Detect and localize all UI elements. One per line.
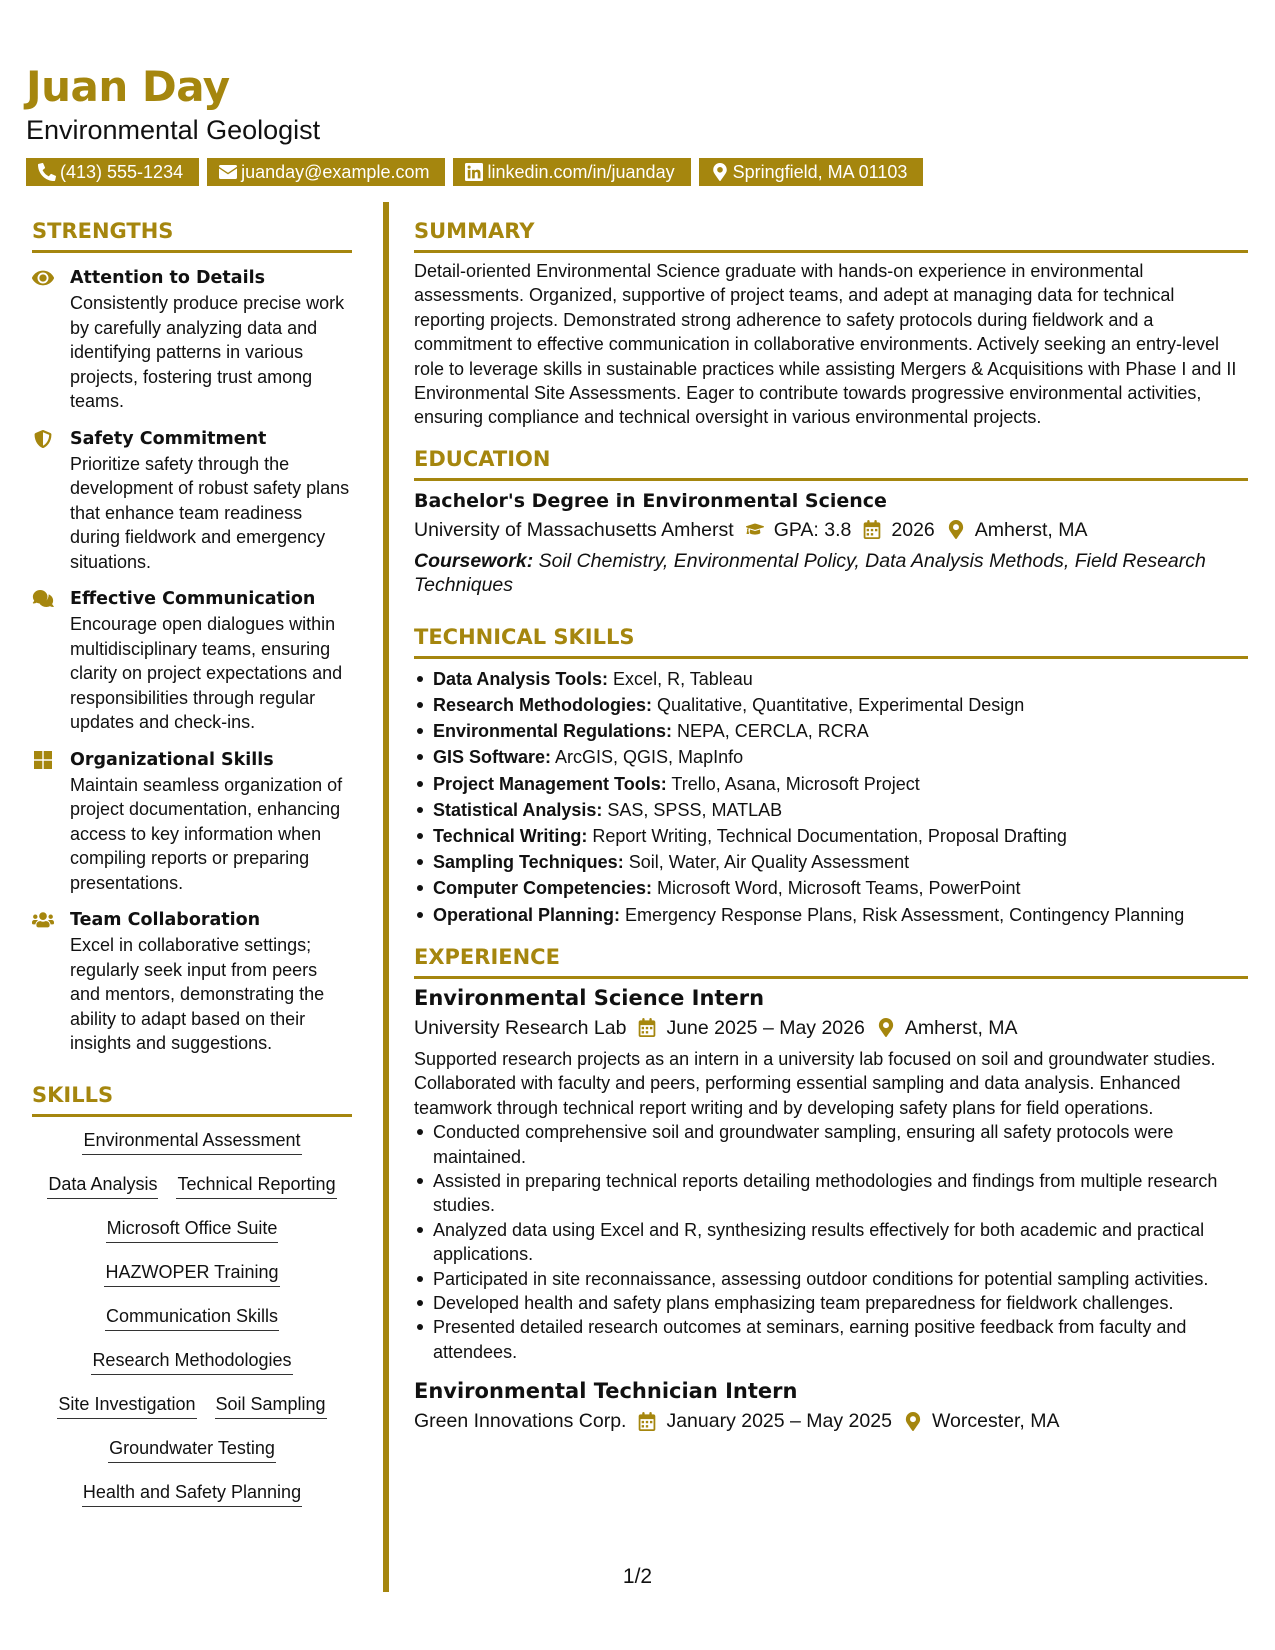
education-degree: Bachelor's Degree in Environmental Science <box>414 489 887 512</box>
job-summary: Supported research projects as an intern in a university lab focused on soil and groundwater studies. Collaborated with faculty and peers, performing essential sampling and data analysis. Enhanced teamwork through technical report writing and by developing safety plans for field operations. <box>414 1048 1216 1118</box>
list-item: Project Management Tools: Trello, Asana, Microsoft Project <box>414 771 1248 797</box>
skill-tag: Technical Reporting <box>176 1171 336 1199</box>
comments-icon <box>32 590 54 608</box>
contact-linkedin[interactable] <box>453 158 690 186</box>
resume-header <box>26 62 1246 186</box>
users-icon <box>32 911 54 929</box>
map-pin-icon <box>947 520 965 539</box>
grid-icon <box>32 751 54 769</box>
linkedin-icon <box>465 163 483 181</box>
strength-title: Organizational Skills <box>70 749 274 770</box>
skill-tag: Communication Skills <box>105 1303 279 1331</box>
job-title: Environmental Technician Intern <box>414 1379 798 1404</box>
job-title: Environmental Science Intern <box>414 985 765 1010</box>
coursework-label: Coursework: <box>414 549 534 572</box>
skills-list <box>32 1127 352 1523</box>
job-location: Worcester, MA <box>931 1410 1060 1433</box>
strength-desc: Consistently produce precise work by carefully analyzing data and identifying patterns in various projects, fostering trust among teams. <box>70 293 345 411</box>
summary-text: Detail-oriented Environmental Science graduate with hands-on experience in environmental assessments. Organized, supportive of project teams, and adept at managing data for technical reporting projects. Demonstrated strong adherence to safety protocols during fieldwork and a commitment to effective communication in collaborative environments. Actively seeking an entry-level role to leverage skills in sustainable practices while assisting Mergers & Acquisitions with Phase I and II Environmental Site Assessments. Eager to contribute towards progressive environmental activities, ensuring compliance and technical oversight in various environmental projects. <box>414 261 1237 428</box>
left-column <box>32 216 352 1523</box>
education-location: Amherst, MA <box>974 518 1088 541</box>
list-item: Assisted in preparing technical reports detailing methodologies and findings from multiple research studies. <box>414 1169 1248 1218</box>
job-dates: January 2025 – May 2025 <box>666 1410 892 1433</box>
strength-item <box>32 907 352 1056</box>
skill-tag: Health and Safety Planning <box>82 1479 302 1507</box>
job-entry <box>414 983 1248 1364</box>
calendar-icon <box>638 1018 656 1037</box>
list-item: Computer Competencies: Microsoft Word, Microsoft Teams, PowerPoint <box>414 875 1248 901</box>
strengths-heading: STRENGTHS <box>32 219 174 243</box>
education-rule <box>414 478 1248 481</box>
skills-rule <box>32 1114 352 1117</box>
job-bullets <box>414 1120 1248 1364</box>
strength-item <box>32 426 352 575</box>
list-item: Presented detailed research outcomes at seminars, earning positive feedback from faculty and attendees. <box>414 1315 1248 1364</box>
experience-rule <box>414 976 1248 979</box>
contact-location-text: Springfield, MA 01103 <box>732 162 908 182</box>
education-coursework <box>414 549 1248 598</box>
strength-title: Team Collaboration <box>70 910 261 930</box>
skill-tag: Microsoft Office Suite <box>106 1215 279 1243</box>
experience-heading: EXPERIENCE <box>414 944 560 969</box>
strength-desc: Maintain seamless organization of project documentation, enhancing access to key information when compiling reports or preparing presentations. <box>70 774 343 893</box>
job-location: Amherst, MA <box>904 1016 1018 1039</box>
technical-skills-rule <box>414 656 1248 659</box>
job-dates: June 2025 – May 2026 <box>666 1016 865 1039</box>
strength-desc: Prioritize safety through the development of robust safety plans that enhance team readiness during fieldwork and emergency situations. <box>70 453 350 572</box>
education-meta <box>414 515 1248 545</box>
phone-icon <box>38 163 56 181</box>
list-item: Participated in site reconnaissance, assessing outdoor conditions for potential sampling activities. <box>414 1267 1248 1291</box>
skills-heading: SKILLS <box>32 1082 114 1107</box>
job-entry <box>414 1376 1248 1436</box>
skill-tag: Soil Sampling <box>215 1391 327 1419</box>
strength-desc: Excel in collaborative settings; regularly seek input from peers and mentors, demonstrating the ability to adapt based on their insights and suggestions. <box>70 935 325 1053</box>
candidate-title: Environmental Geologist <box>26 115 321 145</box>
contact-phone-text: (413) 555-1234 <box>60 162 184 182</box>
list-item: Data Analysis Tools: Excel, R, Tableau <box>414 666 1248 692</box>
strength-title: Attention to Details <box>70 268 266 288</box>
list-item: Sampling Techniques: Soil, Water, Air Quality Assessment <box>414 849 1248 875</box>
contact-location[interactable] <box>699 158 924 186</box>
list-item: Analyzed data using Excel and R, synthesizing results effectively for both academic and practical applications. <box>414 1218 1248 1267</box>
strength-item <box>32 747 352 896</box>
calendar-icon <box>863 520 881 539</box>
technical-skills-list <box>414 666 1248 928</box>
contact-linkedin-text: linkedin.com/in/juanday <box>487 162 675 182</box>
job-company: Green Innovations Corp. <box>414 1410 627 1433</box>
list-item: Research Methodologies: Qualitative, Quantitative, Experimental Design <box>414 692 1248 718</box>
strengths-rule <box>32 250 352 253</box>
summary-rule <box>414 250 1248 253</box>
list-item: Environmental Regulations: NEPA, CERCLA, RCRA <box>414 718 1248 744</box>
contact-email[interactable] <box>207 158 445 186</box>
education-school: University of Massachusetts Amherst <box>414 518 734 541</box>
list-item: GIS Software: ArcGIS, QGIS, MapInfo <box>414 744 1248 770</box>
column-divider <box>383 202 389 1592</box>
technical-skills-heading: TECHNICAL SKILLS <box>414 624 635 649</box>
strength-title: Effective Communication <box>70 589 316 609</box>
right-column <box>414 216 1248 1436</box>
skill-tag: HAZWOPER Training <box>104 1259 279 1287</box>
strength-item <box>32 265 352 414</box>
list-item: Conducted comprehensive soil and groundwater sampling, ensuring all safety protocols were maintained. <box>414 1120 1248 1169</box>
list-item: Technical Writing: Report Writing, Technical Documentation, Proposal Drafting <box>414 823 1248 849</box>
job-company: University Research Lab <box>414 1016 627 1039</box>
map-pin-icon <box>904 1412 922 1431</box>
skill-tag: Data Analysis <box>47 1171 158 1199</box>
strength-desc: Encourage open dialogues within multidisciplinary teams, ensuring clarity on project expectations and responsibilities through regular updates and check-ins. <box>70 614 343 732</box>
strength-title: Safety Commitment <box>70 428 267 449</box>
education-year: 2026 <box>891 518 935 541</box>
list-item: Developed health and safety plans emphasizing team preparedness for fieldwork challenges. <box>414 1291 1248 1315</box>
strength-item <box>32 586 352 735</box>
list-item: Operational Planning: Emergency Response Plans, Risk Assessment, Contingency Planning <box>414 902 1248 928</box>
list-item: Statistical Analysis: SAS, SPSS, MATLAB <box>414 797 1248 823</box>
contact-phone[interactable] <box>26 158 199 186</box>
map-pin-icon <box>877 1018 895 1037</box>
candidate-name: Juan Day <box>26 62 230 111</box>
job-meta <box>414 1406 1248 1436</box>
contact-bar <box>26 158 1246 186</box>
graduation-cap-icon <box>746 520 764 539</box>
contact-email-text: juanday@example.com <box>241 162 430 182</box>
skill-tag: Environmental Assessment <box>82 1127 301 1155</box>
map-pin-icon <box>711 163 729 181</box>
calendar-icon <box>638 1412 656 1431</box>
skill-tag: Groundwater Testing <box>108 1435 276 1463</box>
shield-icon <box>32 430 54 448</box>
eye-icon <box>32 269 54 287</box>
education-gpa: GPA: 3.8 <box>773 518 852 541</box>
summary-heading: SUMMARY <box>414 219 535 243</box>
skill-tag: Site Investigation <box>57 1391 196 1419</box>
page-number: 1/2 <box>622 1565 653 1588</box>
job-meta <box>414 1013 1248 1043</box>
skill-tag: Research Methodologies <box>91 1347 292 1375</box>
education-heading: EDUCATION <box>414 446 551 471</box>
envelope-icon <box>219 163 237 181</box>
coursework-text: Soil Chemistry, Environmental Policy, Data Analysis Methods, Field Research Techniques <box>414 549 1206 597</box>
